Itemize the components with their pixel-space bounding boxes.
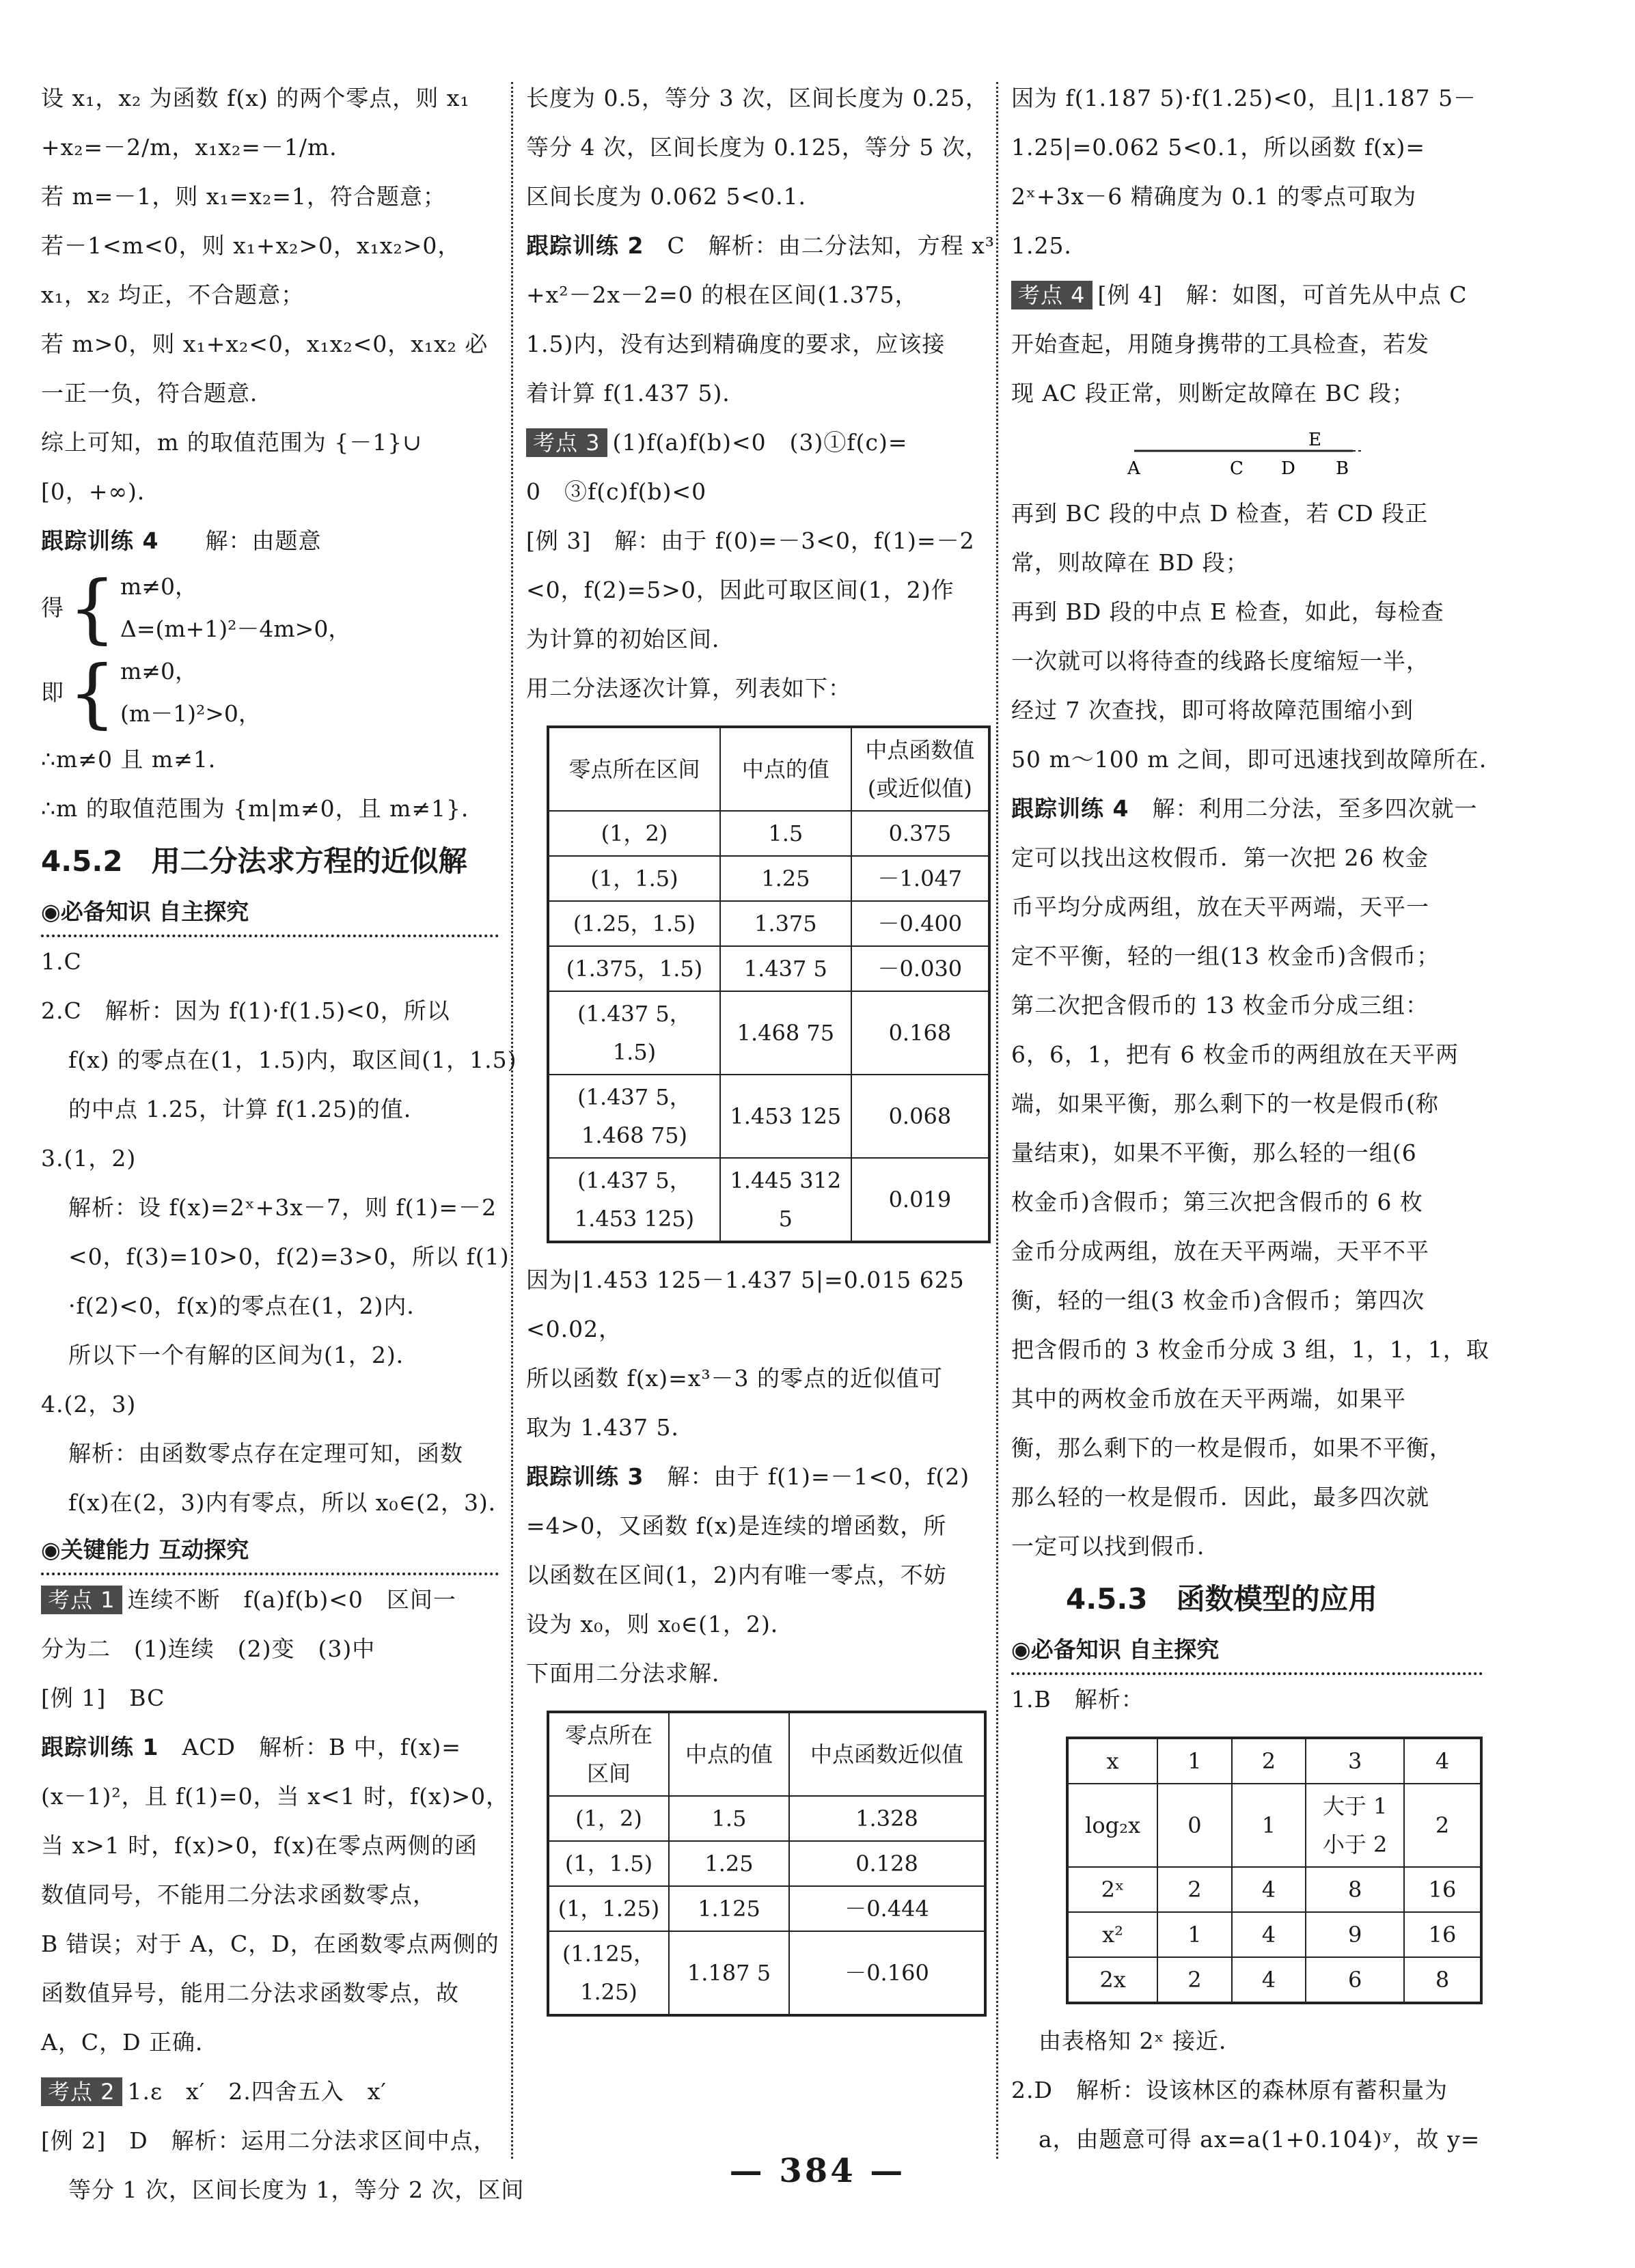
text-line: 常，则故障在 BD 段； [1011, 549, 1249, 576]
table-row [548, 1158, 989, 1242]
table-cell: －0.030 [851, 946, 989, 991]
text-line: 当 x>1 时，f(x)>0，f(x)在零点两侧的函 [41, 1832, 478, 1859]
text-line: 一次就可以将待查的线路长度缩短一半， [1011, 648, 1429, 674]
text-line: 衡，那么剩下的一枚是假币，如果不平衡， [1011, 1435, 1453, 1461]
point-label: A [1127, 458, 1140, 479]
table-cell: 1.468 75 [720, 991, 851, 1075]
table-row [548, 946, 989, 991]
table-cell: x [1067, 1738, 1157, 1784]
section-title: 4.5.2 用二分法求方程的近似解 [41, 844, 467, 878]
table-row [548, 811, 989, 856]
table-cell: 16 [1404, 1912, 1481, 1957]
table-row [1067, 1867, 1481, 1912]
page-number: — 384 — [729, 2152, 906, 2190]
table-cell: 16 [1404, 1867, 1481, 1912]
table-cell: (1.437 5，1.453 125) [548, 1158, 720, 1242]
track3-tag: 跟踪训练 3 [526, 1463, 644, 1490]
table-cell: 2ˣ [1067, 1867, 1157, 1912]
text-line: 用二分法逐次计算，列表如下： [526, 675, 851, 702]
table-cell: (1.437 5，1.468 75) [548, 1075, 720, 1158]
text-line: 所以函数 f(x)=x³－3 的零点的近似值可 [526, 1365, 944, 1392]
kaodian-tag: 考点 1 [41, 1586, 122, 1614]
text-line: B 错误；对于 A，C，D，在函数零点两侧的 [41, 1931, 499, 1957]
table-cell: 4 [1232, 1867, 1306, 1912]
table-row [548, 1796, 985, 1841]
text-line: 1.5)内，没有达到精确度的要求，应该接 [526, 331, 946, 357]
text-line: 量结束)，如果不平衡，那么轻的一组(6 [1011, 1139, 1417, 1166]
table-row [548, 1075, 989, 1158]
table-cell: 大于 1 小于 2 [1306, 1784, 1404, 1867]
answer: 4.(2，3) [41, 1391, 137, 1418]
table-row [1067, 1957, 1481, 2003]
table-cell: －0.160 [789, 1931, 985, 2015]
table-cell: 0.375 [851, 811, 989, 856]
conclusion: ∴m 的取值范围为 {m|m≠0，且 m≠1}． [41, 795, 485, 822]
text-line: 定可以找出这枚假币．第一次把 26 枚金 [1011, 844, 1429, 871]
text-line: 设为 x₀，则 x₀∈(1，2)． [526, 1611, 794, 1637]
text-line: 1.25|=0.062 5<0.1，所以函数 f(x)= [1011, 134, 1426, 161]
text-line: 下面用二分法求解． [526, 1660, 735, 1687]
track4-tag: 跟踪训练 4 [41, 527, 159, 554]
point-label: B [1336, 458, 1349, 479]
table-cell: 1.25 [720, 856, 851, 901]
table-cell: 4 [1404, 1738, 1481, 1784]
text-line: 因为 f(1.187 5)·f(1.25)<0，且|1.187 5－ [1011, 85, 1477, 111]
table-header-cell: 零点所在区间 [548, 1712, 669, 1796]
point-label: D [1281, 458, 1295, 479]
answer: 2.D 解析：设该林区的森林原有蓄积量为 [1011, 2077, 1448, 2103]
text-line: 衡，轻的一组(3 枚金币)含假币；第四次 [1011, 1287, 1425, 1314]
text-line: 因为|1.453 125－1.437 5|=0.015 625 [526, 1267, 965, 1293]
kaodian-tag: 考点 4 [1011, 281, 1093, 309]
table-cell: (1，1.5) [548, 1841, 669, 1886]
table-cell: 1.25 [669, 1841, 789, 1886]
text-line: 以函数在区间(1，2)内有唯一零点，不妨 [526, 1562, 947, 1588]
table-header-row [548, 727, 989, 811]
text-line: 把含假币的 3 枚金币分成 3 组，1，1，1，取 [1011, 1336, 1489, 1363]
table-header-cell: 零点所在区间 [548, 727, 720, 811]
table-cell: 1.437 5 [720, 946, 851, 991]
text-line: x₁，x₂ 均正，不合题意； [41, 281, 305, 308]
text-line: 经过 7 次查找，即可将故障范围缩小到 [1011, 697, 1414, 723]
text-line: 1.25． [1011, 232, 1088, 259]
text-line: 一定可以找到假币． [1011, 1533, 1220, 1560]
text-line: 50 m～100 m 之间，即可迅速找到故障所在． [1011, 746, 1503, 773]
text-line: <0.02， [526, 1316, 622, 1342]
text-line: 币平均分成两组，放在天平两端，天平一 [1011, 894, 1429, 920]
table-cell: x² [1067, 1912, 1157, 1957]
text-line: 那么轻的一枚是假币．因此，最多四次就 [1011, 1484, 1429, 1510]
table-cell: 0.168 [851, 991, 989, 1075]
text-line: 区间长度为 0.062 5<0.1． [526, 183, 822, 210]
text-line: +x²－2x－2=0 的根在区间(1.375， [526, 281, 918, 308]
table-row [1067, 1912, 1481, 1957]
text-line: 再到 BC 段的中点 D 检查，若 CD 段正 [1011, 500, 1429, 527]
text-line: [例 3] 解：由于 f(0)=－3<0，f(1)=－2 [526, 527, 975, 554]
column-divider [511, 82, 513, 2159]
table-header-cell: 中点的值 [669, 1712, 789, 1796]
table-cell: 4 [1232, 1912, 1306, 1957]
answer: 1.B 解析： [1011, 1686, 1144, 1713]
table-cell: (1，1.5) [548, 856, 720, 901]
table-cell: 1.453 125 [720, 1075, 851, 1158]
table-cell: 2 [1157, 1867, 1232, 1912]
text-line: 第二次把含假币的 13 枚金币分成三组： [1011, 992, 1429, 1019]
text-line: 枚金币)含假币；第三次把含假币的 6 枚 [1011, 1189, 1423, 1215]
text-line: 取为 1.437 5． [526, 1414, 695, 1441]
text-line: 等分 4 次，区间长度为 0.125，等分 5 次， [526, 134, 989, 161]
text-line: 综上可知，m 的取值范围为 {－1}∪ [41, 429, 422, 456]
table-row [548, 856, 989, 901]
text-line: 再到 BD 段的中点 E 检查，如此，每检查 [1011, 598, 1444, 625]
table-header-cell: 中点函数值(或近似值) [851, 727, 989, 811]
text-line: A，C，D 正确． [41, 2029, 219, 2056]
table-cell: 2 [1404, 1784, 1481, 1867]
column-2: 长度为 0.5，等分 3 次，区间长度为 0.25， 等分 4 次，区间长度为 0.125，等分 5 次， 区间长度为 0.062 5<0.1． 跟踪训练 2 C 解析：由二分法知，方程 x³ +x²－2x－2=0 的根在区间(1.375， 1.5)内，没有达到精确度的要求，应该接 着计算 f(1.437 5)． 考点 3 (1)f(a)f(b)<0 (3)①f(c)= 0 ③f(c)f(b)<0 [例 3] 解：由于 f(0)=－3<0，f(1)=－2 <0，f(2)=5>0，因此可取区间(1，2)作 为计算的初始区间． 用二分法逐次计算，列表如下： 零点所在区间 中点的值 中点函数值(或近似值) (1，2) 1.5 0.375 (1，1.5) 1.25 －1.047 (1.25，1.5) 1.375 －0.400 (1.375，1.5) 1.437 5 －0.030 (1.437 5，1.5) 1.468 75 0.168 (1.437 5，1.468 75) 1.453 125 0.068 (1.437 5，1.453 125) 1.445 312 5 0.019 因为|1.453 125－1.437 5|=0.015 625 <0.02， 所以函数 f(x)=x³－3 的零点的近似值可 取为 1.437 5． 跟踪训练 3 解：由于 f(1)=－1<0，f(2) =4>0，又函数 f(x)是连续的增函数，所 以函数在区间(1，2)内有唯一零点，不妨 设为 x₀，则 x₀∈(1，2)． 下面用二分法求解． 零点所在区间 中点的值 中点函数近似值 (1，2) 1.5 1.328 (1，1.5) 1.25 0.128 (1，1.25) 1.125 －0.444 (1.125，1.25) 1.187 5 －0.160 [526, 74, 991, 2029]
point-label: C [1230, 458, 1244, 479]
text-line: 2ˣ+3x－6 精确度为 0.1 的零点可取为 [1011, 183, 1417, 210]
table-cell: 1.5 [720, 811, 851, 856]
table-row [1067, 1738, 1481, 1784]
table-cell: 2 [1157, 1957, 1232, 2003]
table-cell: 0.019 [851, 1158, 989, 1242]
text-line: 现 AC 段正常，则断定故障在 BC 段； [1011, 380, 1416, 406]
table-cell: (1.125，1.25) [548, 1931, 669, 2015]
table-row [548, 1931, 985, 2015]
subsection-heading: ◉必备知识 自主探究 [1011, 1627, 1483, 1675]
table-cell: 0.068 [851, 1075, 989, 1158]
subsection-heading: ◉必备知识 自主探究 [41, 889, 499, 937]
table-cell: (1.375，1.5) [548, 946, 720, 991]
table-cell: 1.5 [669, 1796, 789, 1841]
track4-tag: 跟踪训练 4 [1011, 795, 1129, 822]
text-line: (x－1)²，且 f(1)=0，当 x<1 时，f(x)>0， [41, 1783, 510, 1810]
track1-tag: 跟踪训练 1 [41, 1734, 159, 1760]
text-line: 一正一负，符合题意． [41, 380, 273, 406]
text-line: 若 m>0，则 x₁+x₂<0，x₁x₂<0，x₁x₂ 必 [41, 331, 489, 357]
table-cell: 1.187 5 [669, 1931, 789, 2015]
point-label: E [1308, 432, 1321, 450]
text-line: 函数值异号，能用二分法求函数零点，故 [41, 1980, 459, 2006]
table-cell: 1 [1232, 1784, 1306, 1867]
text-line: 开始查起，用随身携带的工具检查，若发 [1011, 331, 1429, 357]
table-cell: 1 [1157, 1738, 1232, 1784]
text-line: 其中的两枚金币放在天平两端，如果平 [1011, 1385, 1406, 1412]
answer: 3.(1，2) [41, 1145, 137, 1172]
subsection-heading: ◉关键能力 互动探究 [41, 1527, 499, 1575]
condition-system-1: 得 { m≠0， Δ=(m+1)²－4m>0， [41, 564, 351, 652]
table-cell: 8 [1306, 1867, 1404, 1912]
table-cell: log₂x [1067, 1784, 1157, 1867]
example: [例 1] BC [41, 1685, 165, 1711]
table-cell: 4 [1232, 1957, 1306, 2003]
table-header-cell: 中点的值 [720, 727, 851, 811]
table-cell: 1.328 [789, 1796, 985, 1841]
text-line: 设 x₁，x₂ 为函数 f(x) 的两个零点，则 x₁ [41, 85, 470, 111]
kaodian-tag: 考点 2 [41, 2077, 122, 2106]
table-cell: (1，2) [548, 1796, 669, 1841]
column-3: 因为 f(1.187 5)·f(1.25)<0，且|1.187 5－ 1.25|=0.062 5<0.1，所以函数 f(x)= 2ˣ+3x－6 精确度为 0.1 的零点可取为 1.25． 考点 4 [例 4] 解：如图，可首先从中点 C 开始查起，用随身携带的工具检查，若发 现 AC 段正常，则断定故障在 BC 段； A C D E B 再到 BC 段的中点 D 检查，若 CD 段正 常，则故障在 BD 段； 再到 BD 段的中点 E 检查，如此，每检查 一次就可以将待查的线路长度缩短一半， 经过 7 次查找，即可将故障范围缩小到 50 m～100 m 之间，即可迅速找到故障所在． 跟踪训练 4 解：利用二分法，至多四次就一 定可以找出这枚假币．第一次把 26 枚金 币平均分成两组，放在天平两端，天平一 定不平衡，轻的一组(13 枚金币)含假币； 第二次把含假币的 13 枚金币分成三组： 6，6，1，把有 6 枚金币的两组放在天平两 端，如果平衡，那么剩下的一枚是假币(称 量结束)，如果不平衡，那么轻的一组(6 枚金币)含假币；第三次把含假币的 6 枚 金币分成两组，放在天平两端，天平不平 衡，轻的一组(3 枚金币)含假币；第四次 把含假币的 3 枚金币分成 3 组，1，1，1，取 其中的两枚金币放在天平两端，如果平 衡，那么剩下的一枚是假币，如果不平衡， 那么轻的一枚是假币．因此，最多四次就 一定可以找到假币． 4.5.3 函数模型的应用 ◉必备知识 自主探究 1.B 解析： x 1 2 3 4 log₂x 0 1 大于 1 小于 2 2 2ˣ 2 4 8 16 x² 1 4 9 16 2x 2 4 6 8 由表格知 2ˣ 接近． 2.D 解析：设该林区的森林原有蓄积量为 a，由题意可得 ax=a(1+0.104)ʸ，故 y= [1011, 74, 1483, 2164]
line-segment-figure [1127, 432, 1373, 480]
example: [例 2] D 解析：运用二分法求区间中点， [41, 2127, 497, 2154]
table-cell: －1.047 [851, 856, 989, 901]
text-line: +x₂=－2/m，x₁x₂=－1/m． [41, 134, 353, 161]
text-line: 端，如果平衡，那么剩下的一枚是假币(称 [1011, 1090, 1439, 1117]
text-line: [0，+∞)． [41, 478, 161, 505]
answer: 1.C [41, 948, 82, 975]
table-header-cell: 中点函数近似值 [789, 1712, 985, 1796]
comparison-table [1066, 1737, 1483, 2004]
table-cell: 8 [1404, 1957, 1481, 2003]
section-title: 4.5.3 函数模型的应用 [1066, 1582, 1377, 1616]
table-cell: 0 [1157, 1784, 1232, 1867]
table-cell: (1，1.25) [548, 1886, 669, 1931]
text-line: 若 m=－1，则 x₁=x₂=1，符合题意； [41, 183, 446, 210]
text-line: 数值同号，不能用二分法求函数零点， [41, 1881, 436, 1908]
text-line: =4>0，又函数 f(x)是连续的增函数，所 [526, 1512, 947, 1539]
kaodian-tag: 考点 3 [526, 428, 607, 457]
table-cell: 0.128 [789, 1841, 985, 1886]
condition-system-2: 即 { m≠0， (m－1)²>0， [41, 649, 261, 736]
table-cell: 2 [1232, 1738, 1306, 1784]
table-cell: 3 [1306, 1738, 1404, 1784]
table-cell: －0.444 [789, 1886, 985, 1931]
track4-text: 解：由题意 [205, 527, 322, 554]
table-row [548, 1886, 985, 1931]
table-row [548, 901, 989, 946]
text-line: <0，f(2)=5>0，因此可取区间(1，2)作 [526, 577, 954, 603]
text-line: 金币分成两组，放在天平两端，天平不平 [1011, 1238, 1429, 1264]
text-line: 着计算 f(1.437 5)． [526, 380, 746, 406]
column-divider [996, 82, 998, 2159]
bisection-table-1 [547, 725, 991, 1243]
text-line: 长度为 0.5，等分 3 次，区间长度为 0.25， [526, 85, 989, 111]
text-line: 为计算的初始区间． [526, 626, 735, 652]
table-cell: 6 [1306, 1957, 1404, 2003]
table-cell: (1.25，1.5) [548, 901, 720, 946]
text-line: 若－1<m<0，则 x₁+x₂>0，x₁x₂>0， [41, 232, 461, 259]
bisection-table-2 [547, 1711, 987, 2017]
table-cell: 2x [1067, 1957, 1157, 2003]
table-row [548, 991, 989, 1075]
table-row [1067, 1784, 1481, 1867]
table-cell: 1.445 312 5 [720, 1158, 851, 1242]
answer: 2.C 解析：因为 f(1)·f(1.5)<0，所以 [41, 997, 450, 1024]
conclusion: ∴m≠0 且 m≠1． [41, 746, 232, 773]
table-header-row [548, 1712, 985, 1796]
table-row [548, 1841, 985, 1886]
table-cell: (1.437 5，1.5) [548, 991, 720, 1075]
table-cell: 9 [1306, 1912, 1404, 1957]
table-cell: (1，2) [548, 811, 720, 856]
text-line: 6，6，1，把有 6 枚金币的两组放在天平两 [1011, 1041, 1459, 1068]
text-line: 定不平衡，轻的一组(13 枚金币)含假币； [1011, 943, 1440, 969]
table-cell: 1.375 [720, 901, 851, 946]
table-cell: 1.125 [669, 1886, 789, 1931]
table-cell: 1 [1157, 1912, 1232, 1957]
track2-tag: 跟踪训练 2 [526, 232, 644, 259]
column-1: 设 x₁，x₂ 为函数 f(x) 的两个零点，则 x₁ +x₂=－2/m，x₁x₂=－1/m． 若 m=－1，则 x₁=x₂=1，符合题意； 若－1<m<0，则 x₁+x₂>0，x₁x₂>0， x₁，x₂ 均正，不合题意； 若 m>0，则 x₁+x₂<0，x₁x₂<0，x₁x₂ 必 一正一负，符合题意． 综上可知，m 的取值范围为 {－1}∪ [0，+∞)． 跟踪训练 4 解：由题意 得 { m≠0， Δ=(m+1)²－4m>0， 即 { m≠0， (m－1)²>0， ∴m≠0 且 m≠1． ∴m 的取值范围为 {m|m≠0，且 m≠1}． 4.5.2 用二分法求方程的近似解 ◉必备知识 自主探究 1.C 2.C 解析：因为 f(1)·f(1.5)<0，所以 f(x) 的零点在(1，1.5)内，取区间(1，1.5) 的中点 1.25，计算 f(1.25)的值． 3.(1，2) 解析：设 f(x)=2ˣ+3x－7，则 f(1)=－2 <0，f(3)=10>0，f(2)=3>0，所以 f(1) ·f(2)<0，f(x)的零点在(1，2)内． 所以下一个有解的区间为(1，2)． 4.(2，3) 解析：由函数零点存在定理可知，函数 f(x)在(2，3)内有零点，所以 x₀∈(2，3)． ◉关键能力 互动探究 考点 1 连续不断 f(a)f(b)<0 区间一 分为二 (1)连续 (2)变 (3)中 [例 1] BC 跟踪训练 1 ACD 解析：B 中，f(x)= (x－1)²，且 f(1)=0，当 x<1 时，f(x)>0， 当 x>1 时，f(x)>0，f(x)在零点两侧的函 数值同号，不能用二分法求函数零点， B 错误；对于 A，C，D，在函数零点两侧的 函数值异号，能用二分法求函数零点，故 A，C，D 正确． 考点 2 1.ε x′ 2.四舍五入 x′ [例 2] D 解析：运用二分法求区间中点， 等分 1 次，区间长度为 1，等分 2 次，区间 [41, 74, 499, 2215]
table-cell: －0.400 [851, 901, 989, 946]
